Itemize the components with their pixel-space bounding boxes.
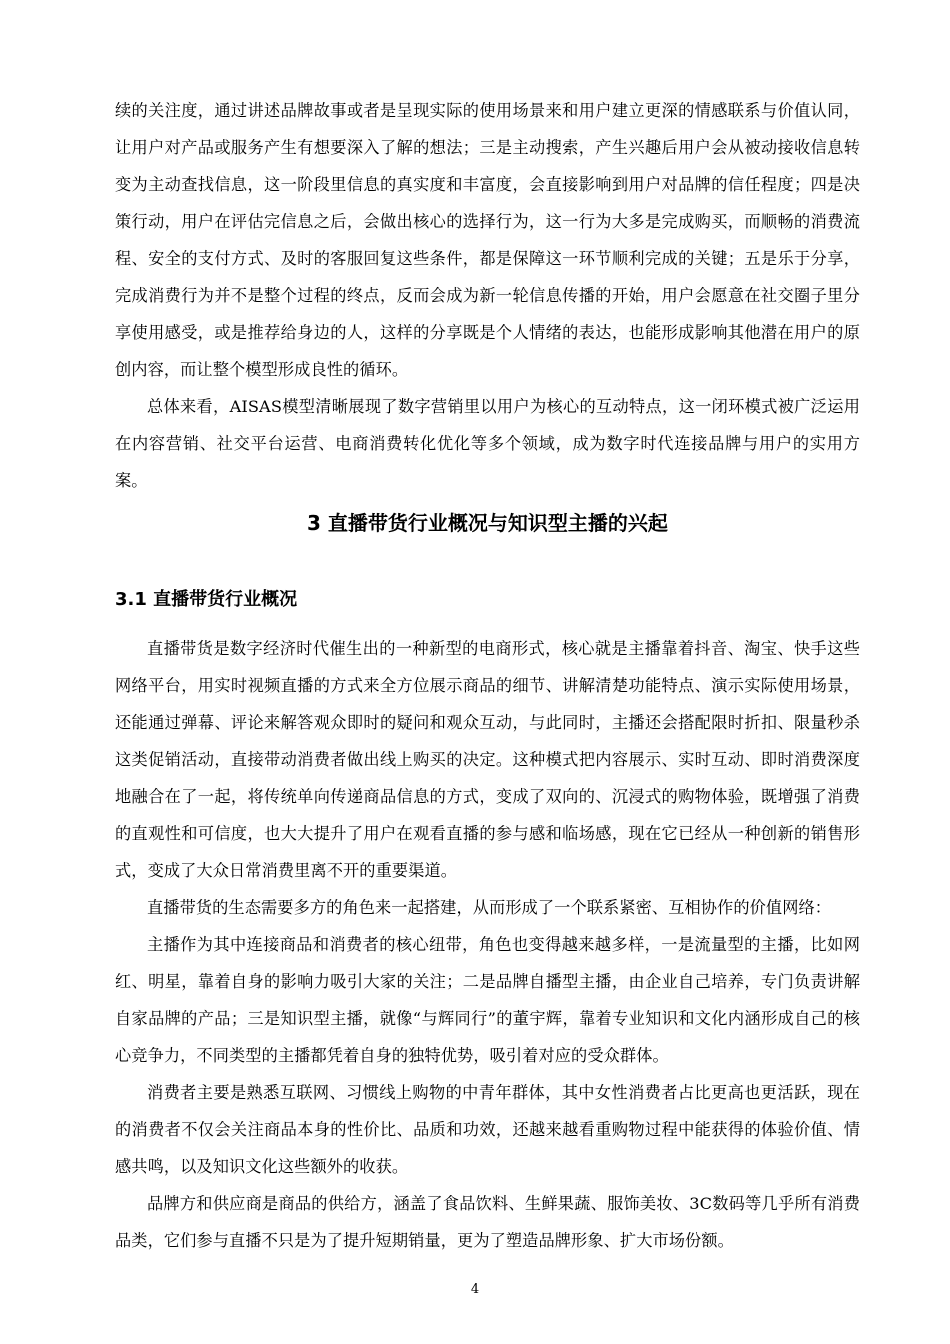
body-paragraph: 品牌方和供应商是商品的供给方，涵盖了食品饮料、生鲜果蔬、服饰美妆、3C数码等几乎所有消费品类，它们参与直播不只是为了提升短期销量，更为了塑造品牌形象、扩大市场份额。: [115, 1194, 860, 1250]
section-title: 3.1 直播带货行业概况: [115, 589, 298, 610]
intro-text-block: [115, 92, 860, 499]
body-paragraph: 直播带货的生态需要多方的角色来一起搭建，从而形成了一个联系紧密、互相协作的价值网络：: [147, 898, 832, 917]
body-paragraph: 续的关注度，通过讲述品牌故事或者是呈现实际的使用场景来和用户建立更深的情感联系与价值认同，让用户对产品或服务产生有想要深入了解的想法；三是主动搜索，产生兴趣后用户会从被动接收信息转变为主动查找信息，这一阶段里信息的真实度和丰富度，会直接影响到用户对品牌的信任程度；四是决策行动，用户在评估完信息之后，会做出核心的选择行为，这一行为大多是完成购买，而顺畅的消费流程、安全的支付方式、及时的客服回复这些条件，都是保障这一环节顺利完成的关键；五是乐于分享，完成消费行为并不是整个过程的终点，反而会成为新一轮信息传播的开始，用户会愿意在社交圈子里分享使用感受，或是推荐给身边的人，这样的分享既是个人情绪的表达，也能形成影响其他潜在用户的原创内容，而让整个模型形成良性的循环。: [115, 101, 860, 379]
body-paragraph: 直播带货是数字经济时代催生出的一种新型的电商形式，核心就是主播靠着抖音、淘宝、快手这些网络平台，用实时视频直播的方式来全方位展示商品的细节、讲解清楚功能特点、演示实际使用场景，还能通过弹幕、评论来解答观众即时的疑问和观众互动，与此同时，主播还会搭配限时折扣、限量秒杀这类促销活动，直接带动消费者做出线上购买的决定。这种模式把内容展示、实时互动、即时消费深度地融合在了一起，将传统单向传递商品信息的方式，变成了双向的、沉浸式的购物体验，既增强了消费的直观性和可信度，也大大提升了用户在观看直播的参与感和临场感，现在它已经从一种创新的销售形式，变成了大众日常消费里离不开的重要渠道。: [115, 639, 860, 880]
section-text-block: [115, 630, 860, 1259]
body-paragraph: 消费者主要是熟悉互联网、习惯线上购物的中青年群体，其中女性消费者占比更高也更活跃，现在的消费者不仅会关注商品本身的性价比、品质和功效，还越来越看重购物过程中能获得的体验价值、情感共鸣，以及知识文化这些额外的收获。: [115, 1083, 860, 1176]
page-number: 4: [470, 1282, 480, 1297]
chapter-title: 3 直播带货行业概况与知识型主播的兴起: [307, 511, 668, 535]
body-paragraph: 主播作为其中连接商品和消费者的核心纽带，角色也变得越来越多样，一是流量型的主播，比如网红、明星，靠着自身的影响力吸引大家的关注；二是品牌自播型主播，由企业自己培养，专门负责讲解自家品牌的产品；三是知识型主播，就像“与辉同行”的董宇辉，靠着专业知识和文化内涵形成自己的核心竞争力，不同类型的主播都凭着自身的独特优势，吸引着对应的受众群体。: [115, 935, 860, 1065]
body-paragraph: 总体来看，AISAS模型清晰展现了数字营销里以用户为核心的互动特点，这一闭环模式被广泛运用在内容营销、社交平台运营、电商消费转化优化等多个领域，成为数字时代连接品牌与用户的实用方案。: [115, 397, 860, 490]
